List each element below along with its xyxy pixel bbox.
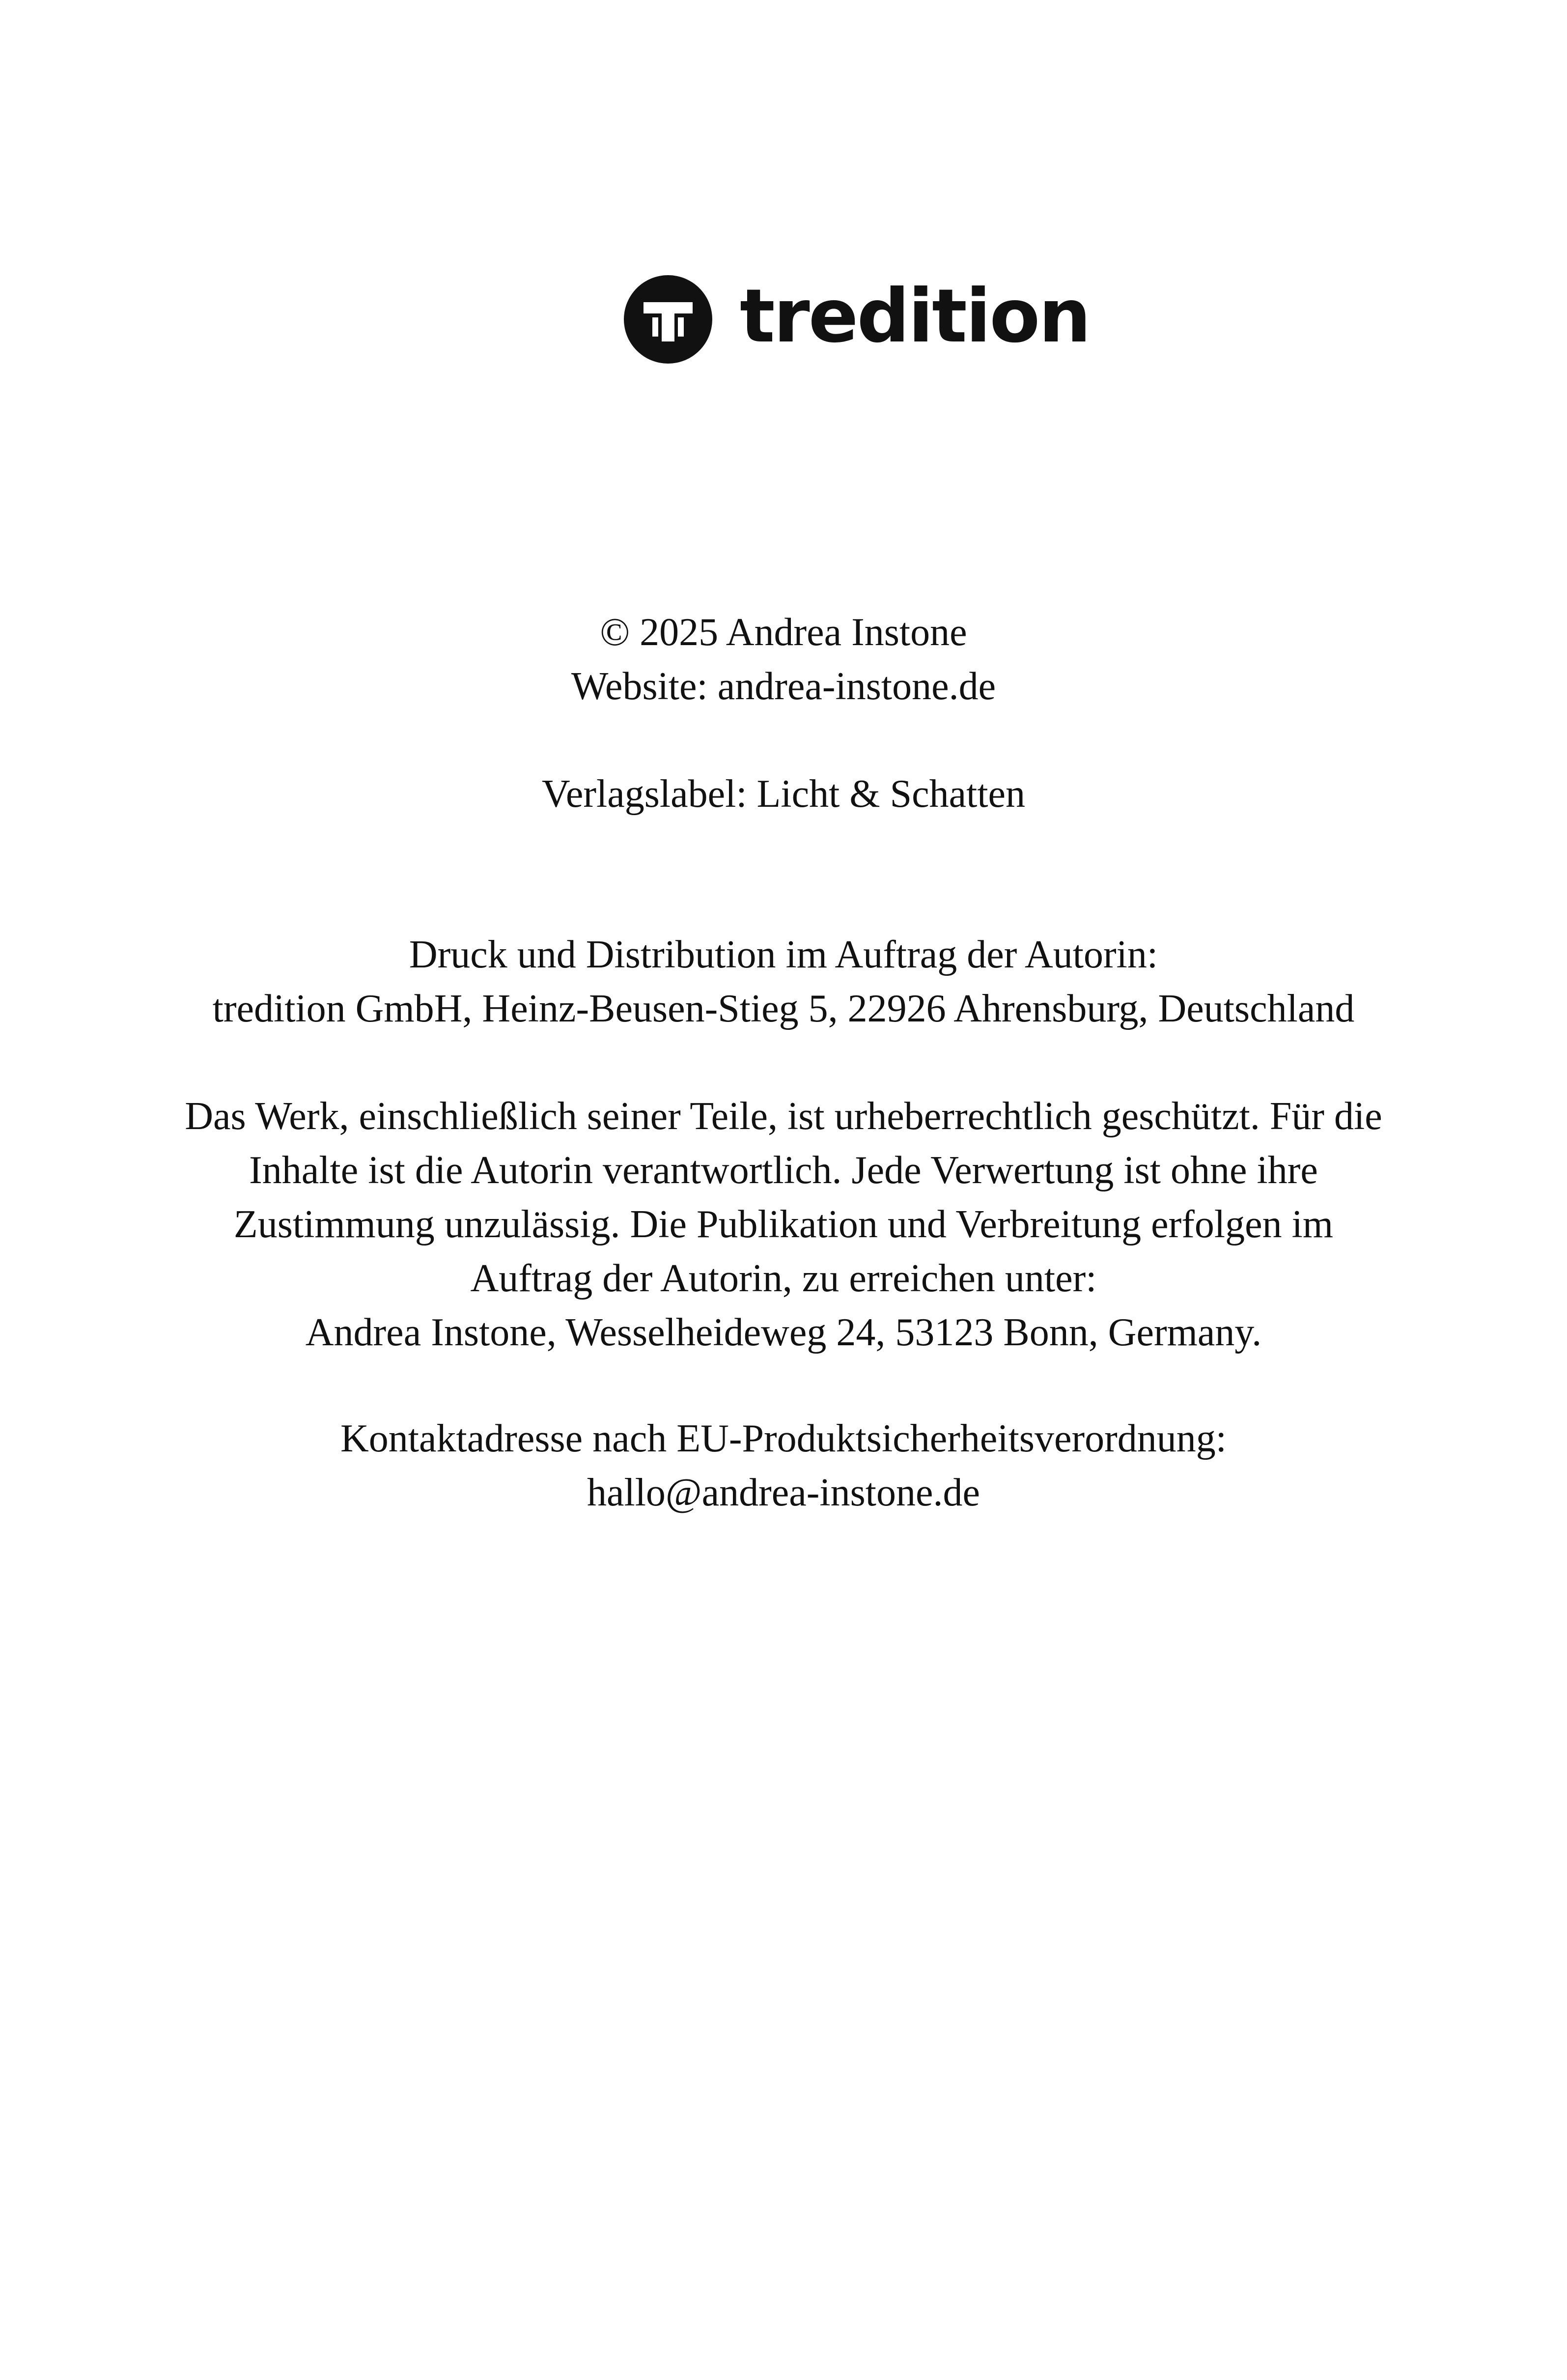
rights-line-5: Andrea Instone, Wesselheideweg 24, 53123 Bonn, Germany. [305,1311,1262,1354]
contact-heading: Kontaktadresse nach EU-Produktsicherheitsverordnung: [340,1417,1227,1460]
publisher-label-line: Verlagslabel: Licht & Schatten [541,772,1026,816]
label-block [0,767,1567,821]
website-line: Website: andrea-instone.de [571,665,996,708]
logo-wordmark: tredition [740,274,1090,359]
copyright-block [0,605,1567,713]
rights-line-2: Inhalte ist die Autorin verantwortlich. Jede Verwertung ist ohne ihre [249,1149,1318,1192]
rights-block [0,1089,1567,1360]
rights-line-4: Auftrag der Autorin, zu erreichen unter: [470,1257,1097,1300]
tredition-t-icon [624,275,712,364]
distribution-block [0,928,1567,1036]
rights-line-3: Zustimmung unzulässig. Die Publikation und Verbreitung erfolgen im [233,1203,1334,1246]
contact-block [0,1412,1567,1520]
contact-email: hallo@andrea-instone.de [587,1471,980,1514]
distribution-address: tredition GmbH, Heinz-Beusen-Stieg 5, 22926 Ahrensburg, Deutschland [212,987,1355,1030]
publisher-logo [624,275,1090,364]
copyright-line: © 2025 Andrea Instone [600,611,967,654]
distribution-heading: Druck und Distribution im Auftrag der Autorin: [409,933,1158,976]
rights-line-1: Das Werk, einschließlich seiner Teile, ist urheberrechtlich geschützt. Für die [185,1095,1382,1138]
